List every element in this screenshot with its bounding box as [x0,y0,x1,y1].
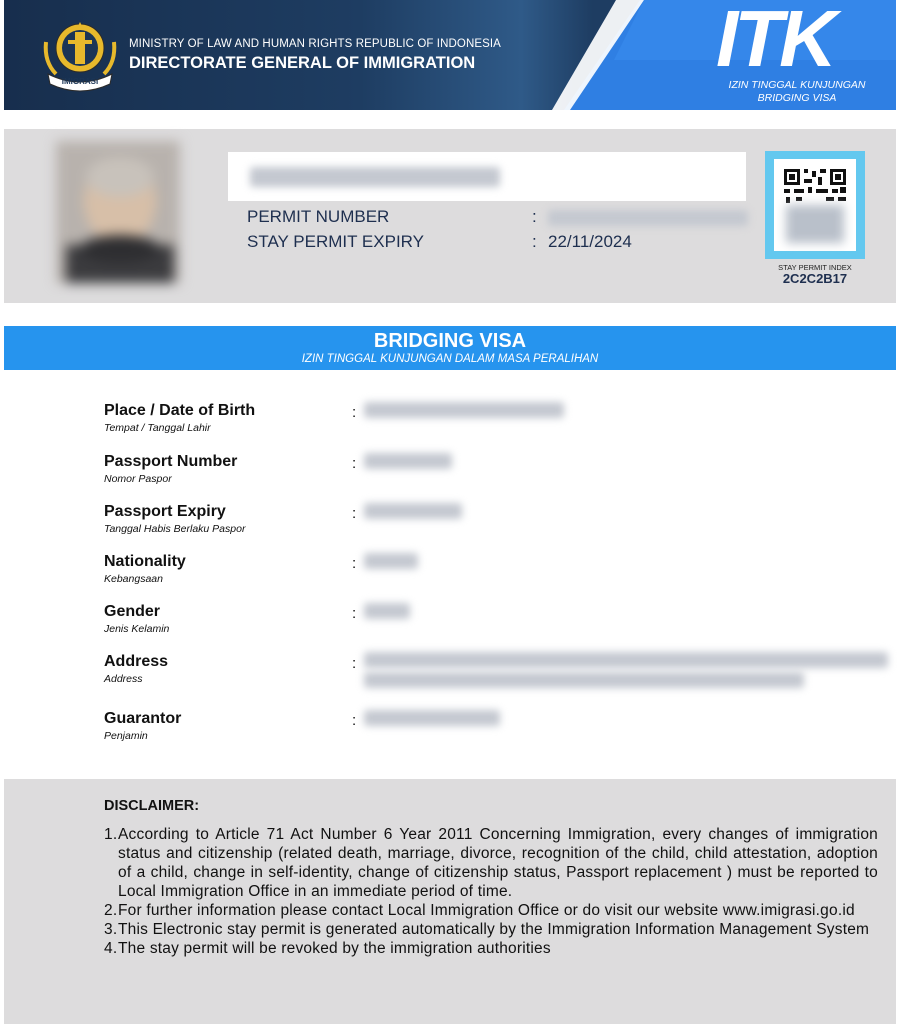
disclaimer-item-number: 1. [104,826,118,843]
detail-label-id: Jenis Kelamin [104,623,170,635]
detail-label-id: Tanggal Habis Berlaku Paspor [104,523,246,535]
detail-label-id: Penjamin [104,730,148,742]
disclaimer-item [104,939,878,958]
qr-redacted [786,205,844,243]
visa-type-subtitle: IZIN TINGGAL KUNJUNGAN DALAM MASA PERALIHAN [301,353,599,365]
visa-type-banner [4,326,896,370]
holder-photo [56,141,180,283]
detail-value-redacted [364,553,418,569]
disclaimer-item [104,901,878,920]
detail-value-redacted [364,710,500,726]
detail-label: Passport Number [104,453,238,470]
detail-value-redacted [364,503,462,519]
detail-label: Gender [104,603,161,620]
permit-number-label: PERMIT NUMBER [247,207,390,226]
detail-colon: : [352,655,357,672]
detail-colon: : [352,404,357,421]
itk-subtitle-2: BRIDGING VISA [757,92,837,104]
disclaimer-title: DISCLAIMER: [104,798,200,814]
permit-document [4,0,896,1024]
directorate-name: DIRECTORATE GENERAL OF IMMIGRATION [129,54,476,72]
detail-label-id: Tempat / Tanggal Lahir [104,422,211,434]
detail-colon: : [352,712,357,729]
permit-number-redacted [548,210,748,226]
disclaimer-item-text: The stay permit will be revoked by the immigration authorities [118,940,551,957]
disclaimer-item-number: 3. [104,921,118,938]
disclaimer-item-number: 2. [104,902,118,919]
detail-label: Guarantor [104,710,182,727]
disclaimer-item-number: 4. [104,940,118,957]
detail-label: Address [104,653,169,670]
visa-type-title: BRIDGING VISA [373,330,527,352]
detail-colon: : [352,455,357,472]
stay-permit-expiry-value: 22/11/2024 [548,232,632,251]
detail-label-id: Nomor Paspor [104,473,172,485]
disclaimer-item-text: For further information please contact Local Immigration Office or do visit our website www.imigrasi.go.id [118,902,855,919]
disclaimer-section [4,779,896,1024]
detail-label-id: Address [104,673,143,685]
stay-permit-index-label: STAY PERMIT INDEX [778,263,852,272]
stay-permit-expiry-label: STAY PERMIT EXPIRY [247,232,424,251]
detail-value-redacted [364,603,410,619]
detail-value-redacted [364,402,564,418]
holder-name-box [228,152,746,201]
immigration-emblem-icon [40,18,120,92]
detail-label: Passport Expiry [104,503,226,520]
stay-permit-expiry-colon: : [532,232,537,251]
ministry-name: MINISTRY OF LAW AND HUMAN RIGHTS REPUBLIC OF INDONESIA [129,38,501,50]
stay-permit-index-value: 2C2C2B17 [782,271,848,286]
qr-frame [765,151,865,259]
header [4,0,896,110]
disclaimer-item [104,825,878,901]
holder-section [4,129,896,303]
qr-code [774,159,856,251]
disclaimer-item-text: This Electronic stay permit is generated automatically by the Immigration Information Management System [118,921,870,938]
itk-title: ITK [716,0,833,83]
disclaimer-item [104,920,878,939]
disclaimer-item-text: According to Article 71 Act Number 6 Year 2011 Concerning Immigration, every changes of immigration status and citizenship (related death, marriage, divorce, recognition of the child, child attestation, adoption of a child, change in self-identity, change of citizenship status, Passport replacement ) must be reported to Local Immigration Office in an immediate period of time. [118,826,878,900]
detail-colon: : [352,555,357,572]
detail-label: Place / Date of Birth [104,402,256,419]
detail-colon: : [352,605,357,622]
detail-label: Nationality [104,553,186,570]
holder-name-redacted [250,167,500,187]
itk-subtitle-1: IZIN TINGGAL KUNJUNGAN [728,79,866,91]
permit-number-colon: : [532,207,537,226]
logo-text: IMIGRASI [61,77,99,86]
detail-value-redacted [364,652,888,668]
disclaimer-list [104,825,878,958]
detail-value-redacted [364,672,804,688]
detail-colon: : [352,505,357,522]
detail-label-id: Kebangsaan [104,573,163,585]
detail-value-redacted [364,453,452,469]
